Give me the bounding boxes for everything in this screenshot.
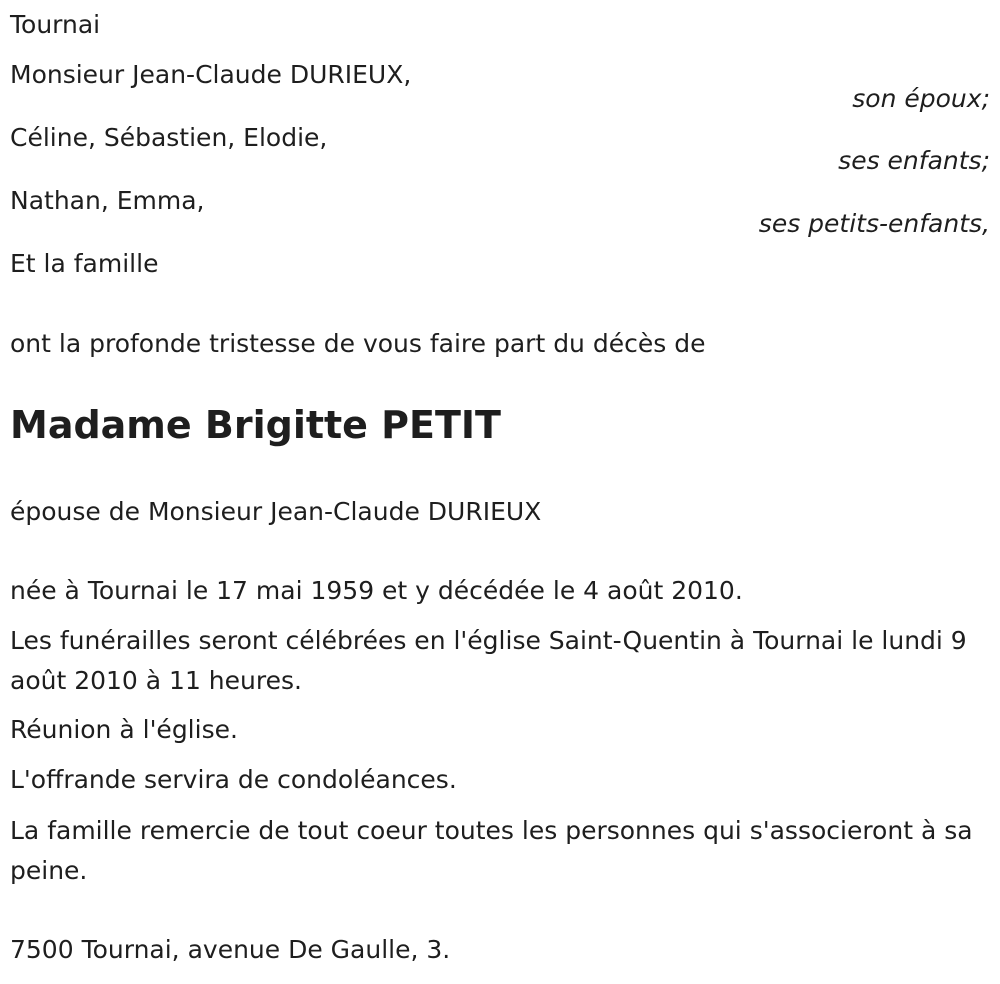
announcement-text: ont la profonde tristesse de vous faire part du décès de [10,329,706,358]
family-role-children: ses enfants; [838,146,990,175]
family-name-others: Et la famille [10,249,159,278]
spouse-line: épouse de Monsieur Jean-Claude DURIEUX [10,497,542,526]
funeral-info: Les funérailles seront célébrées en l'église Saint-Quentin à Tournai le lundi 9 août 2010 à 11 heures. [10,626,967,695]
family-role-spouse: son époux; [852,84,990,113]
city-heading: Tournai [10,10,101,39]
offering-info: L'offrande servira de condoléances. [10,765,457,794]
address-line: 7500 Tournai, avenue De Gaulle, 3. [10,935,451,964]
birth-death-line: née à Tournai le 17 mai 1959 et y décédée le 4 août 2010. [10,576,743,605]
family-name-grandchildren: Nathan, Emma, [10,186,205,215]
family-role-grandchildren: ses petits-enfants, [758,209,990,238]
thanks-message: La famille remercie de tout coeur toutes les personnes qui s'associeront à sa peine. [10,816,973,885]
family-name-spouse: Monsieur Jean-Claude DURIEUX, [10,60,412,89]
family-name-children: Céline, Sébastien, Elodie, [10,123,328,152]
meeting-info: Réunion à l'église. [10,715,238,744]
deceased-name: Madame Brigitte PETIT [10,403,501,447]
